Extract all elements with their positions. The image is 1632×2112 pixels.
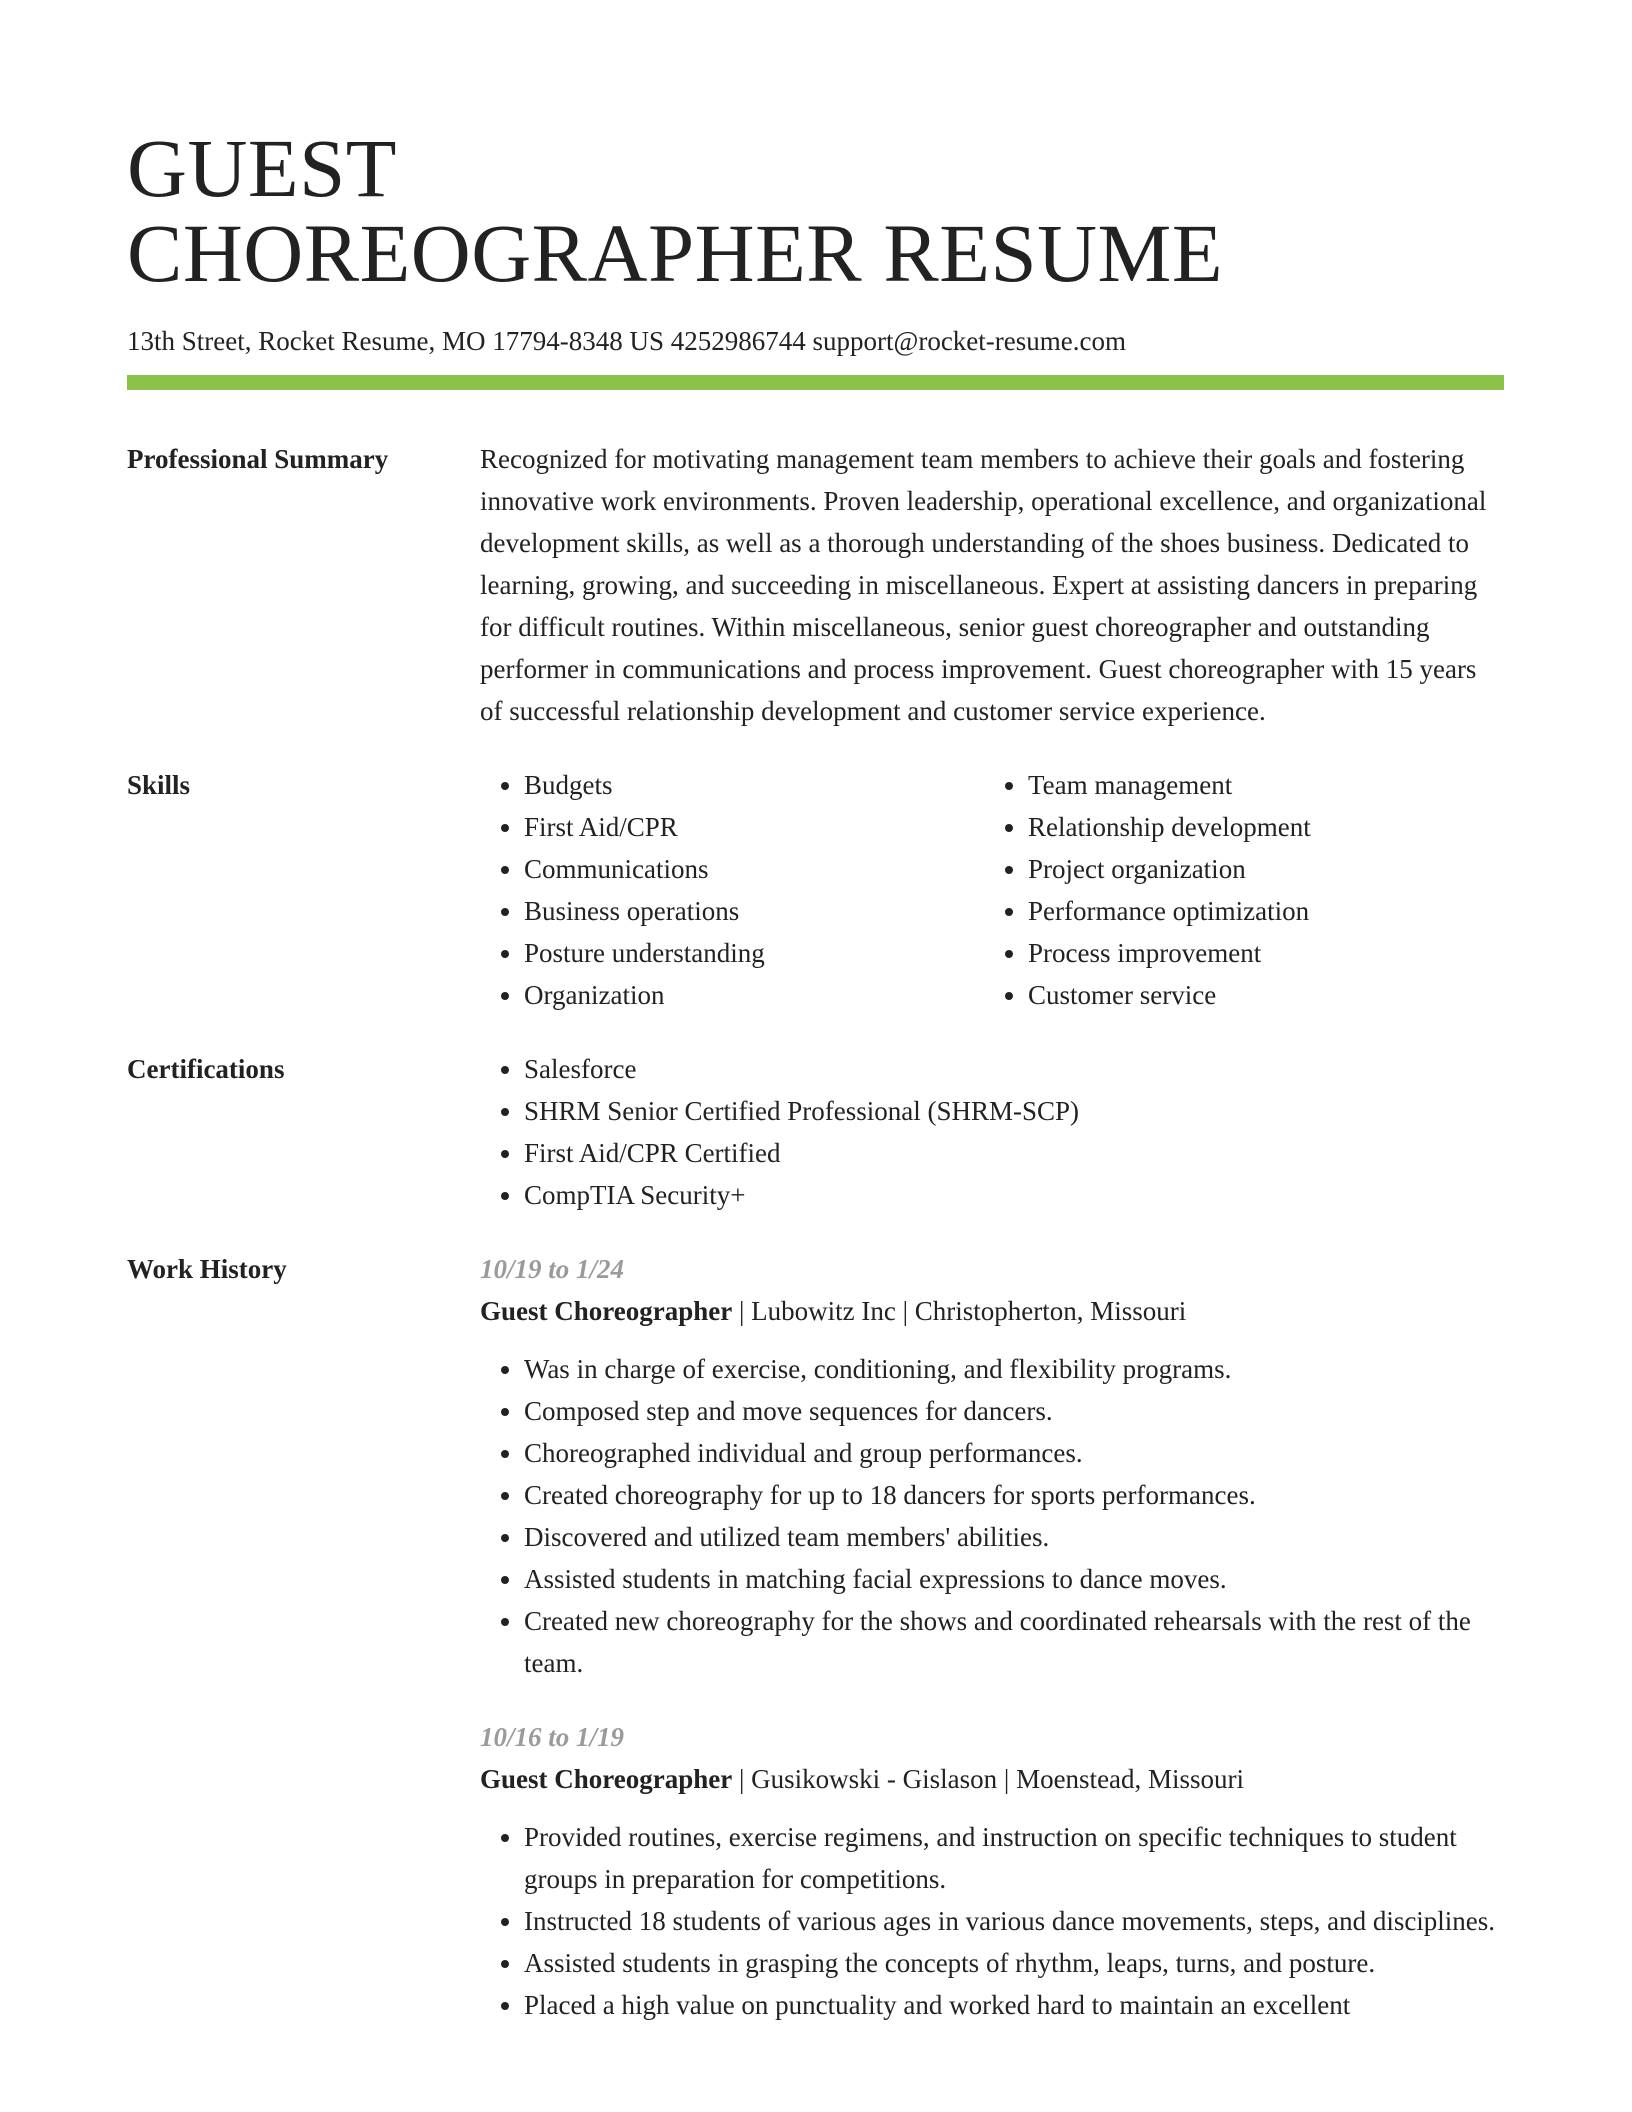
job-bullet: • Assisted students in matching facial expressions to dance moves.	[524, 1558, 1504, 1600]
certification-item: • Salesforce	[524, 1048, 1504, 1090]
job-heading-line	[480, 1758, 1504, 1800]
skills-list-left	[480, 764, 984, 1016]
skill-item: • Communications	[524, 848, 984, 890]
job-company: Lubowitz Inc	[751, 1296, 896, 1326]
skill-item: • Team management	[1028, 764, 1488, 806]
job-bullet: • Placed a high value on punctuality and worked hard to maintain an excellent	[524, 1984, 1504, 2026]
skill-item: • Relationship development	[1028, 806, 1488, 848]
job-title: Guest Choreographer	[480, 1296, 733, 1326]
job-bullet: • Provided routines, exercise regimens, and instruction on specific techniques to student groups in preparation for competitions.	[524, 1816, 1504, 1900]
skill-item: • Performance optimization	[1028, 890, 1488, 932]
summary-section	[127, 438, 1504, 732]
job-dates: 10/19 to 1/24	[480, 1254, 625, 1284]
accent-divider	[127, 375, 1504, 390]
summary-heading: Professional Summary	[127, 444, 389, 474]
skill-item: • Organization	[524, 974, 984, 1016]
job-separator: |	[738, 1764, 745, 1794]
job-separator: |	[738, 1296, 745, 1326]
certifications-heading: Certifications	[127, 1054, 285, 1084]
certification-item: • CompTIA Security+	[524, 1174, 1504, 1216]
job-bullet: • Created new choreography for the shows and coordinated rehearsals with the rest of the team.	[524, 1600, 1504, 1684]
job-location: Moenstead, Missouri	[1016, 1764, 1245, 1794]
skills-heading: Skills	[127, 770, 191, 800]
contact-phone: 4252986744	[670, 326, 806, 356]
skill-item: • Posture understanding	[524, 932, 984, 974]
skill-item: • Budgets	[524, 764, 984, 806]
resume-page	[127, 0, 1504, 2026]
skill-item: • First Aid/CPR	[524, 806, 984, 848]
job-entry	[480, 1248, 1504, 1684]
job-separator: |	[902, 1296, 908, 1326]
job-bullet: • Instructed 18 students of various ages in various dance movements, steps, and disciplines.	[524, 1900, 1504, 1942]
contact-email: support@rocket-resume.com	[812, 326, 1126, 356]
certifications-list	[480, 1048, 1504, 1216]
job-bullet: • Discovered and utilized team members' abilities.	[524, 1516, 1504, 1558]
certification-item: • First Aid/CPR Certified	[524, 1132, 1504, 1174]
job-bullet: • Was in charge of exercise, conditioning, and flexibility programs.	[524, 1348, 1504, 1390]
skills-grid	[480, 764, 1504, 1016]
resume-title-line-2: CHOREOGRAPHER RESUME	[127, 207, 1224, 299]
work-history-body	[480, 1248, 1504, 2026]
skills-list-right	[984, 764, 1488, 1016]
job-entry	[480, 1716, 1504, 2026]
job-title: Guest Choreographer	[480, 1764, 733, 1794]
job-bullet: • Created choreography for up to 18 dancers for sports performances.	[524, 1474, 1504, 1516]
job-separator: |	[1003, 1764, 1010, 1794]
certifications-body	[480, 1048, 1504, 1216]
resume-title-line-1: GUEST	[127, 122, 397, 214]
summary-text: Recognized for motivating management team members to achieve their goals and fostering innovative work environments. Proven leadership, operational excellence, and organizational development skills, as well as a thorough understanding of the shoes business. Dedicated to learning, growing, and succeeding in miscellaneous. Expert at assisting dancers in preparing for difficult routines. Within miscellaneous, senior guest choreographer and outstanding performer in communications and process improvement. Guest choreographer with 15 years of successful relationship development and customer service experience.	[480, 444, 1487, 726]
job-dates: 10/16 to 1/19	[480, 1722, 625, 1752]
job-location: Christopherton, Missouri	[914, 1296, 1187, 1326]
skill-item: • Customer service	[1028, 974, 1488, 1016]
certifications-section	[127, 1048, 1504, 1216]
resume-title	[127, 0, 1504, 299]
job-bullets	[480, 1816, 1504, 2026]
job-bullets	[480, 1348, 1504, 1684]
skill-item: • Process improvement	[1028, 932, 1488, 974]
skills-column-left	[480, 764, 984, 1016]
contact-line	[127, 324, 1504, 358]
work-history-heading: Work History	[127, 1254, 287, 1284]
job-bullet: • Assisted students in grasping the concepts of rhythm, leaps, turns, and posture.	[524, 1942, 1504, 1984]
skills-section	[127, 764, 1504, 1016]
skills-column-right	[984, 764, 1488, 1016]
skill-item: • Business operations	[524, 890, 984, 932]
certification-item: • SHRM Senior Certified Professional (SHRM-SCP)	[524, 1090, 1504, 1132]
job-heading-line	[480, 1290, 1504, 1332]
job-company: Gusikowski - Gislason	[751, 1764, 998, 1794]
contact-address: 13th Street, Rocket Resume, MO 17794-8348 US	[127, 326, 664, 356]
job-bullet: • Choreographed individual and group performances.	[524, 1432, 1504, 1474]
job-bullet: • Composed step and move sequences for dancers.	[524, 1390, 1504, 1432]
skill-item: • Project organization	[1028, 848, 1488, 890]
work-history-section	[127, 1248, 1504, 2026]
